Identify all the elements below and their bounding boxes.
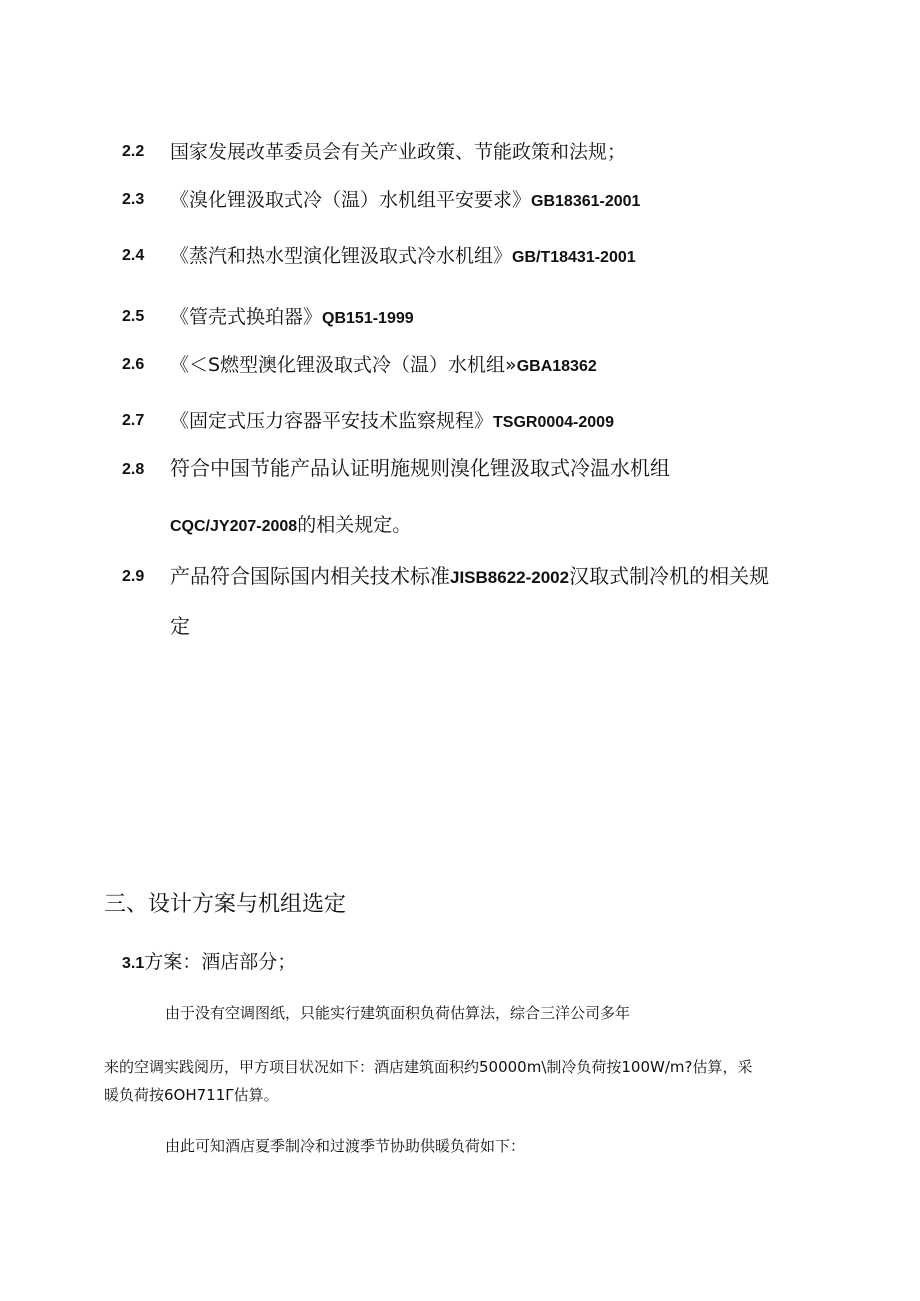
item-text: [170, 187, 640, 215]
paragraph-line: 由此可知酒店夏季制冷和过渡季节协助供暖负荷如下：: [165, 1137, 526, 1155]
item-text-continuation: [170, 512, 411, 540]
item-text-body: 《固定式压力容器平安技术监察规程》: [170, 410, 494, 432]
standard-code: QB151-1999: [322, 310, 414, 327]
item-text-body: 《蒸汽和热水型演化锂汲取式冷水机组》: [170, 245, 513, 267]
item-text-continuation: [170, 613, 190, 639]
item-text-body: 产品符合国际国内相关技术标准: [170, 564, 450, 588]
standard-code: CQC/JY207-2008: [170, 518, 298, 535]
item-number: 2.2: [122, 143, 145, 160]
standard-code: GB/T18431-2001: [512, 249, 636, 266]
item-number: 2.5: [122, 308, 145, 325]
item-number: 2.8: [122, 461, 145, 478]
item-text-body: 定: [170, 614, 190, 638]
paragraph-line: 暖负荷按6OH711Γ估算。: [104, 1086, 279, 1104]
item-text-body-after: 汉取式制冷机的相关规: [569, 564, 770, 588]
standard-code: JISB8622-2002: [450, 568, 570, 587]
item-text: [170, 139, 626, 165]
item-text-body: 《管壳式换珀器》: [170, 306, 323, 328]
item-number: 2.4: [122, 247, 145, 264]
section-title: 三、设计方案与机组选定: [104, 892, 347, 917]
item-text-body: 符合中国节能产品认证明施规则溴化锂汲取式冷温水机组: [170, 456, 670, 480]
paragraph-line: 来的空调实践阅历，甲方项目状况如下：酒店建筑面积约50000m\制冷负荷按100W/m?估算，采: [104, 1058, 753, 1076]
item-text: [170, 352, 597, 380]
item-text: [170, 408, 614, 436]
item-number: 2.3: [122, 191, 145, 208]
subsection-title: [122, 948, 296, 978]
item-text: [170, 304, 414, 332]
item-text-body: 《＜S燃型澳化锂汲取式冷（温）水机组»: [170, 354, 517, 376]
subsection-text: 方案：酒店部分；: [144, 951, 297, 973]
item-number: 2.6: [122, 356, 145, 373]
subsection-number: 3.1: [122, 955, 145, 972]
paragraph-line: 由于没有空调图纸，只能实行建筑面积负荷估算法，综合三洋公司多年: [165, 1004, 631, 1022]
item-text-body: 《溴化锂汲取式冷（温）水机组平安要求》: [170, 189, 532, 211]
standard-code: TSGR0004-2009: [493, 414, 614, 431]
item-text-body: 的相关规定。: [297, 514, 412, 536]
standard-code: GB18361-2001: [531, 193, 641, 210]
item-text: [170, 455, 670, 481]
item-text: [170, 243, 636, 271]
item-text-body: 国家发展改革委员会有关产业政策、节能政策和法规；: [170, 141, 627, 163]
standard-code: GBA18362: [516, 358, 597, 375]
item-number: 2.9: [122, 568, 145, 585]
item-number: 2.7: [122, 412, 145, 429]
item-text: [170, 563, 769, 591]
